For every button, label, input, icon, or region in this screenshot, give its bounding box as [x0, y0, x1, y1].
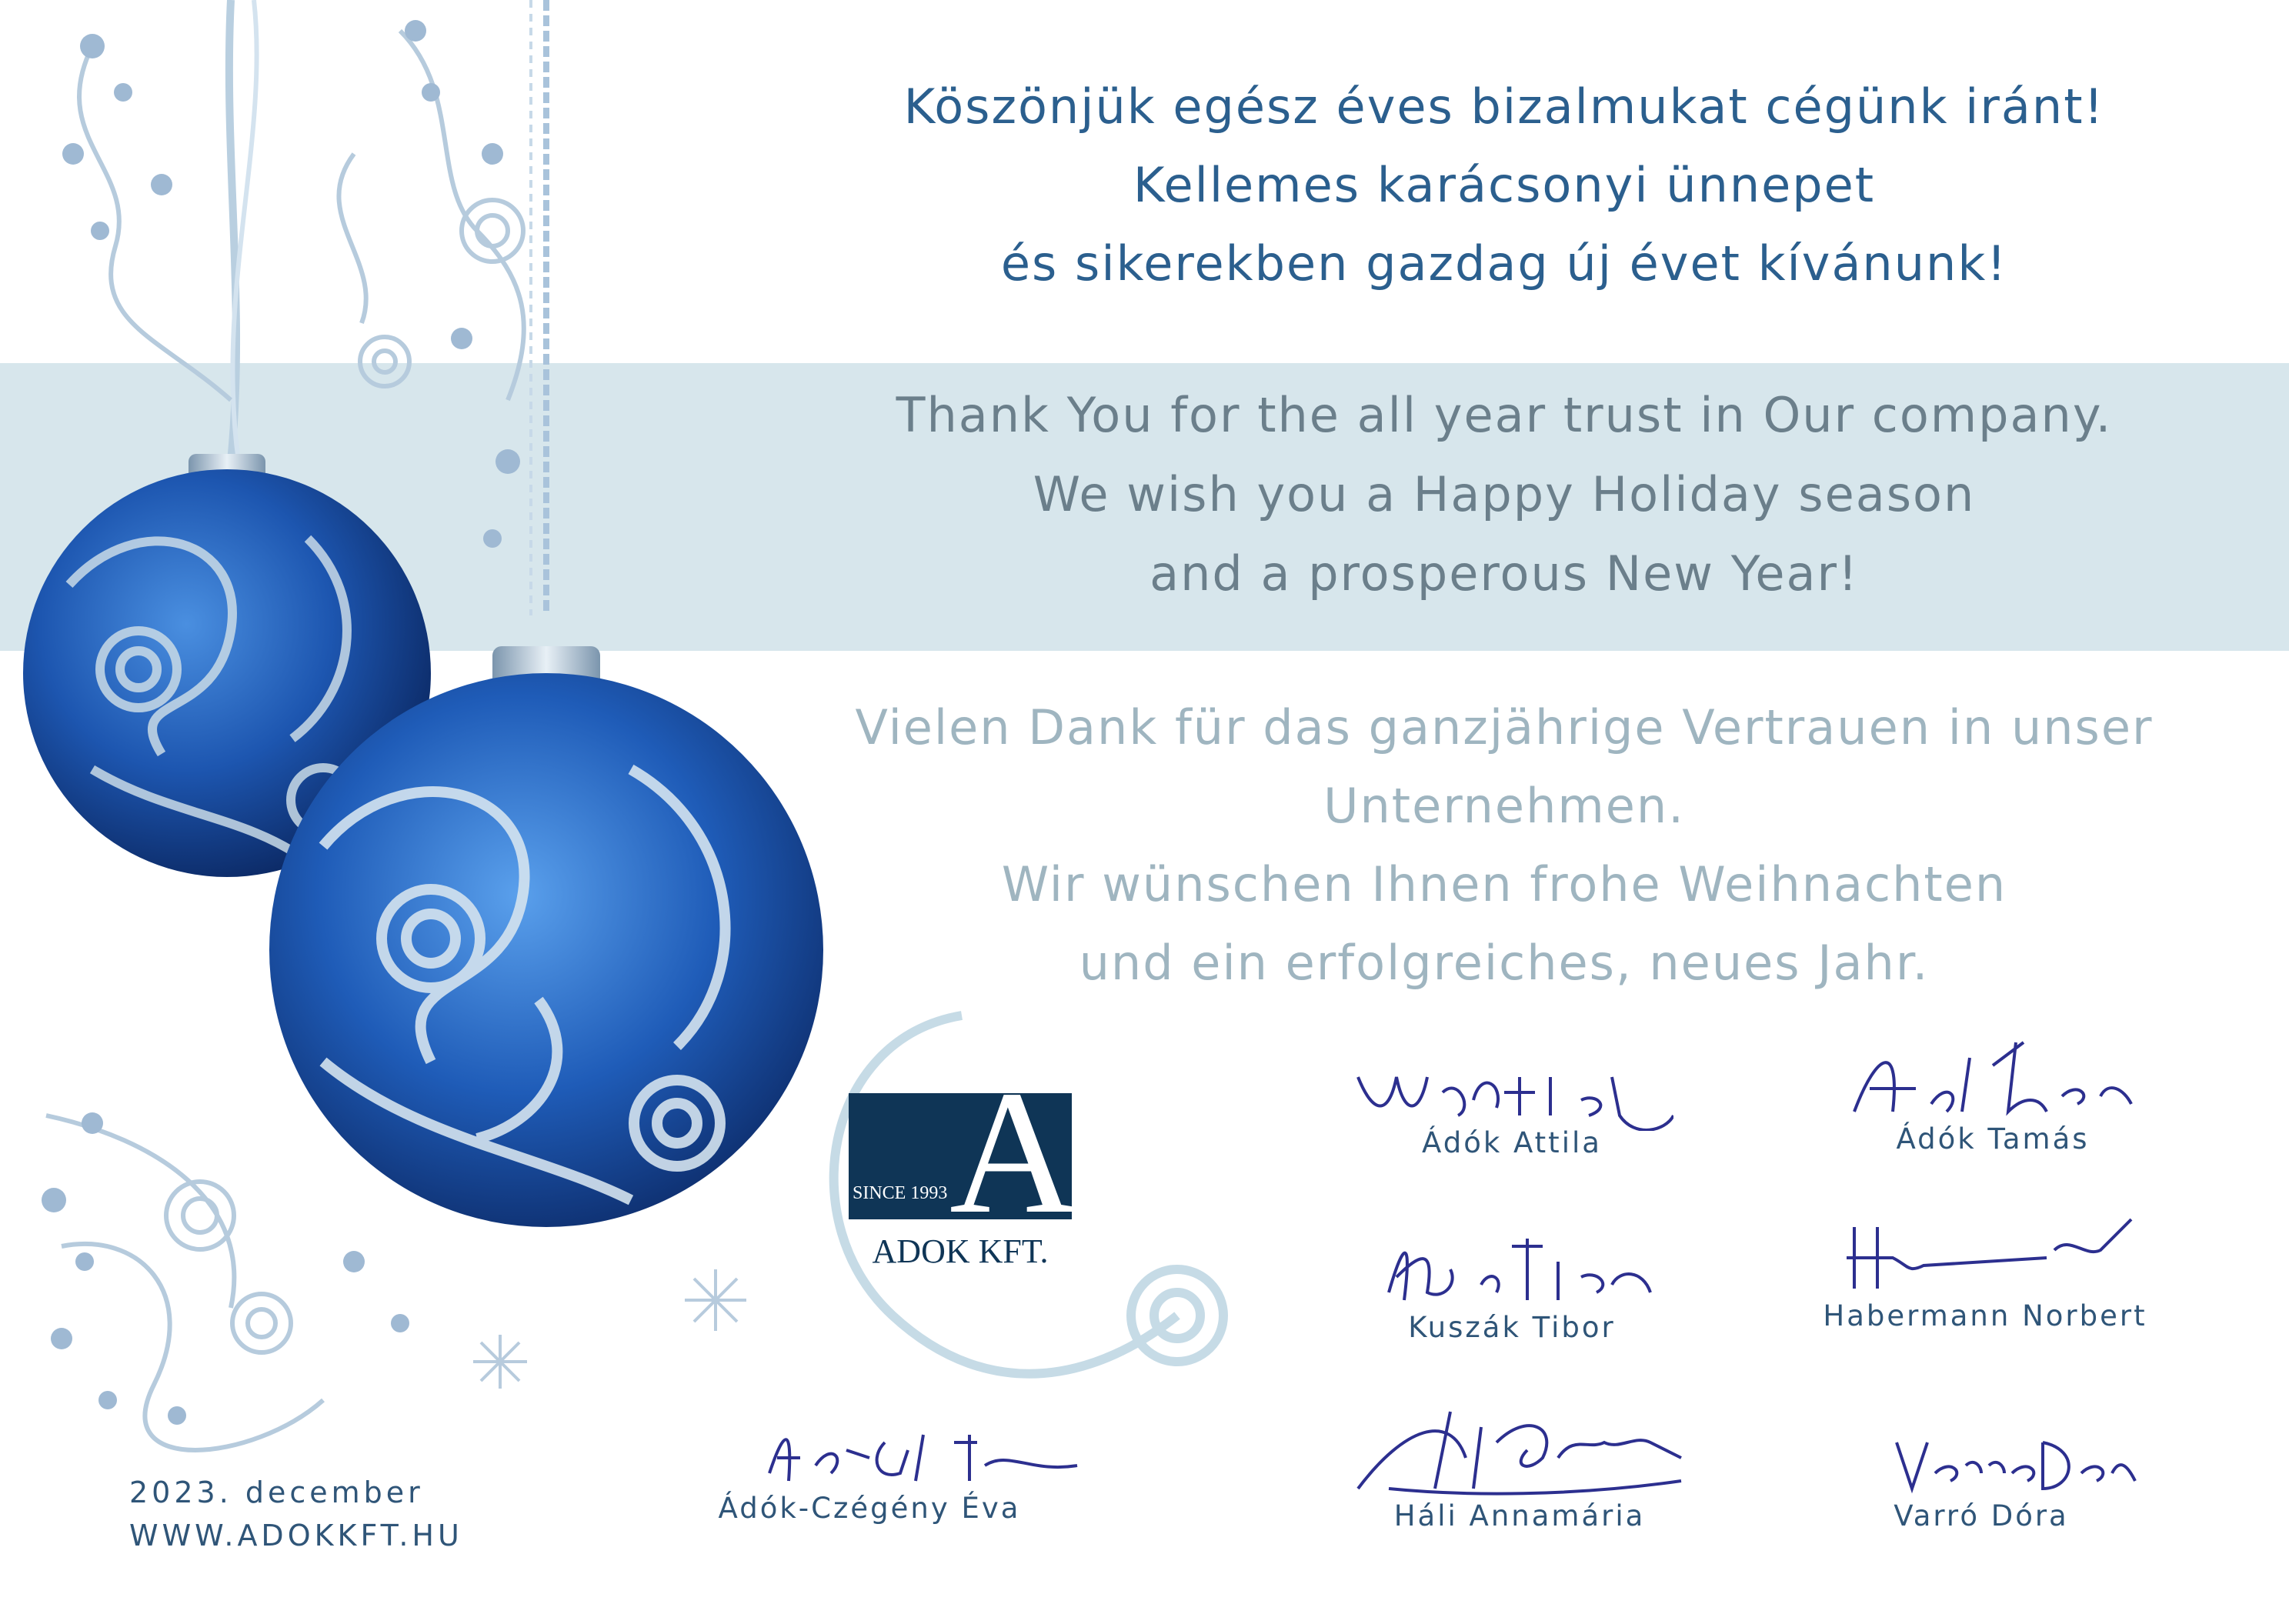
- german-line-3: Wir wünschen Ihnen frohe Weihnachten: [1001, 856, 2007, 912]
- handwritten-signature: [1824, 1212, 2147, 1304]
- hungarian-line-2: Kellemes karácsonyi ünnepet: [1133, 157, 1876, 213]
- german-line-4: und ein erfolgreiches, neues Jahr.: [1079, 935, 1930, 991]
- german-line-2: Unternehmen.: [1323, 778, 1685, 834]
- footer-website-link[interactable]: WWW.ADOKKFT.HU: [129, 1519, 463, 1552]
- hungarian-line-3: és sikerekben gazdag új évet kívánunk!: [1000, 235, 2008, 292]
- english-greeting: [739, 375, 2270, 613]
- logo-company-name: ADOK KFT.: [872, 1232, 1049, 1270]
- english-line-1: Thank You for the all year trust in Our company.: [896, 387, 2113, 443]
- signature-block: [1808, 1212, 2162, 1332]
- signatory-name: Habermann Norbert: [1823, 1299, 2147, 1332]
- signature-block: [1816, 1035, 2170, 1155]
- signatory-name: Kuszák Tibor: [1408, 1311, 1616, 1344]
- english-line-3: and a prosperous New Year!: [1150, 545, 1859, 602]
- christmas-ornaments-illustration: [0, 0, 846, 1624]
- handwritten-signature: [692, 1412, 1093, 1496]
- logo-since-label: SINCE 1993: [853, 1183, 948, 1203]
- signatory-name: Ádók Attila: [1422, 1126, 1602, 1159]
- handwritten-signature: [1831, 1035, 2154, 1127]
- signatory-name: Háli Annamária: [1393, 1499, 1646, 1532]
- signatory-name: Ádók-Czégény Éva: [718, 1492, 1021, 1525]
- footer-date: 2023. december: [129, 1476, 424, 1509]
- hungarian-line-1: Köszönjük egész éves bizalmukat cégünk iránt!: [903, 78, 2105, 135]
- signature-block: [1343, 1396, 1697, 1532]
- signatory-name: Varró Dóra: [1894, 1499, 2069, 1532]
- handwritten-signature: [1820, 1419, 2143, 1504]
- german-line-1: Vielen Dank für das ganzjährige Vertrauen in unser: [855, 699, 2154, 755]
- handwritten-signature: [1343, 1396, 1712, 1504]
- handwritten-signature: [1350, 1223, 1673, 1316]
- footer: [129, 1471, 463, 1557]
- handwritten-signature: [1350, 1046, 1673, 1131]
- signature-block: [1335, 1046, 1689, 1159]
- english-line-2: We wish you a Happy Holiday season: [1033, 466, 1976, 522]
- signature-block: [1804, 1419, 2158, 1532]
- signatory-name: Ádók Tamás: [1896, 1122, 2090, 1155]
- hungarian-greeting: [739, 68, 2270, 303]
- logo-letter: A: [949, 1054, 1078, 1250]
- german-greeting: [739, 689, 2270, 1002]
- signature-block: [1335, 1223, 1689, 1344]
- signature-block: [692, 1412, 1046, 1525]
